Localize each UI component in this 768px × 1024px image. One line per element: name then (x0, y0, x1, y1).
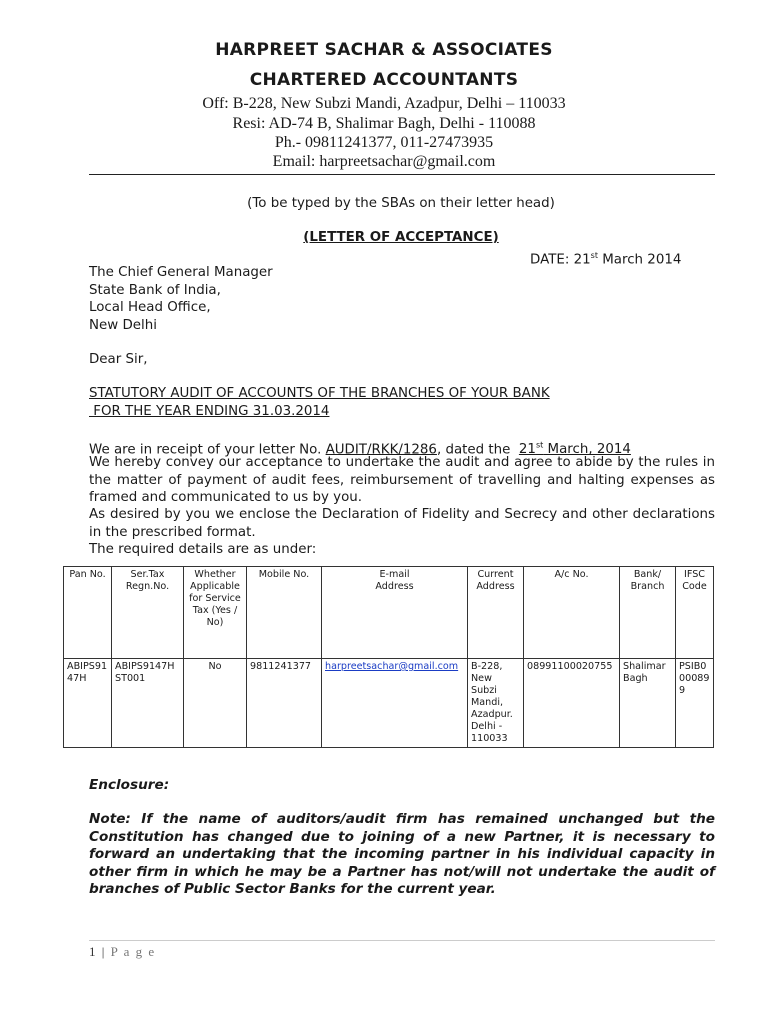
receipt-sentence: We are in receipt of your letter No. AUDIT/RKK/1286, dated the 21st March, 2014 (89, 441, 631, 458)
cell-bank-branch: Shalimar Bagh (620, 659, 676, 748)
declaration-paragraph: As desired by you we enclose the Declaration of Fidelity and Secrecy and other declarations in the prescribed format. (89, 507, 715, 540)
header-email: E-mail Address (322, 567, 468, 659)
enclosure-label: Enclosure: (89, 777, 170, 793)
details-table (63, 566, 714, 748)
header-pan: Pan No. (64, 567, 112, 659)
firm-name: HARPREET SACHAR & ASSOCIATES (215, 40, 553, 60)
header-mobile: Mobile No. (247, 567, 322, 659)
footer-divider (89, 940, 715, 941)
header-service-tax: Ser.Tax Regn.No. (112, 567, 184, 659)
cell-applicable: No (184, 659, 247, 748)
cell-email (322, 659, 468, 748)
partner-note: Note: If the name of auditors/audit firm has remained unchanged but the Constitution has changed due to joining of a new Partner, it is necessary to forward an undertaking that the incoming partner in his individual capacity in other firm in which he may be a Partner has not/will not undertake the audit of branches of Public Sector Banks for the current year. (89, 811, 715, 898)
acceptance-paragraph: We hereby convey our acceptance to undertake the audit and agree to abide by the rules in the matter of payment of audit fees, reimbursement of travelling and halting expenses as framed and communicated to us by you. (89, 455, 715, 505)
page-label: P a g e (110, 944, 156, 959)
header-ifsc: IFSC Code (676, 567, 714, 659)
details-intro: The required details are as under: (89, 542, 317, 557)
header-applicable: Whether Applicable for Service Tax (Yes / No) (184, 567, 247, 659)
firm-type: CHARTERED ACCOUNTANTS (249, 70, 519, 90)
office-address: Off: B-228, New Subzi Mandi, Azadpur, Delhi – 110033 (202, 95, 566, 112)
cell-ifsc: PSIB0000899 (676, 659, 714, 748)
recipient-block (89, 264, 273, 334)
recipient-line: New Delhi (89, 317, 157, 333)
letter-reference-date: 21st March, 2014 (518, 441, 631, 458)
page-footer: 1 | P a g e (89, 944, 156, 959)
phone-numbers: Ph.- 09811241377, 011-27473935 (274, 134, 494, 151)
letter-date: DATE: 21st March 2014 (530, 251, 682, 268)
letterhead-divider (89, 174, 715, 175)
cell-mobile: 9811241377 (247, 659, 322, 748)
subject-line-1: STATUTORY AUDIT OF ACCOUNTS OF THE BRANCHES OF YOUR BANK (89, 386, 550, 401)
header-bank-branch: Bank/ Branch (620, 567, 676, 659)
firm-email: Email: harpreetsachar@gmail.com (272, 153, 496, 170)
recipient-line: State Bank of India, (89, 282, 221, 298)
cell-current-address: B-228, New Subzi Mandi, Azadpur. Delhi - 110033 (468, 659, 524, 748)
recipient-line: Local Head Office, (89, 300, 211, 315)
cell-pan: ABIPS9147H (64, 659, 112, 748)
table-row (64, 659, 714, 748)
subject-line-2: FOR THE YEAR ENDING 31.03.2014 (89, 404, 330, 419)
table-header-row (64, 567, 714, 659)
email-link[interactable]: harpreetsachar@gmail.com (325, 661, 459, 672)
header-account: A/c No. (524, 567, 620, 659)
page-number: 1 (89, 944, 97, 959)
header-current-address: Current Address (468, 567, 524, 659)
instruction-note: (To be typed by the SBAs on their letter head) (247, 196, 555, 211)
recipient-line: The Chief General Manager (89, 265, 273, 280)
letter-title: (LETTER OF ACCEPTANCE) (303, 230, 499, 245)
cell-service-tax: ABIPS9147H ST001 (112, 659, 184, 748)
residence-address: Resi: AD-74 B, Shalimar Bagh, Delhi - 110088 (232, 115, 536, 132)
salutation: Dear Sir, (89, 352, 148, 367)
letter-reference-number: AUDIT/RKK/1286 (325, 442, 437, 458)
cell-account: 08991100020755 (524, 659, 620, 748)
